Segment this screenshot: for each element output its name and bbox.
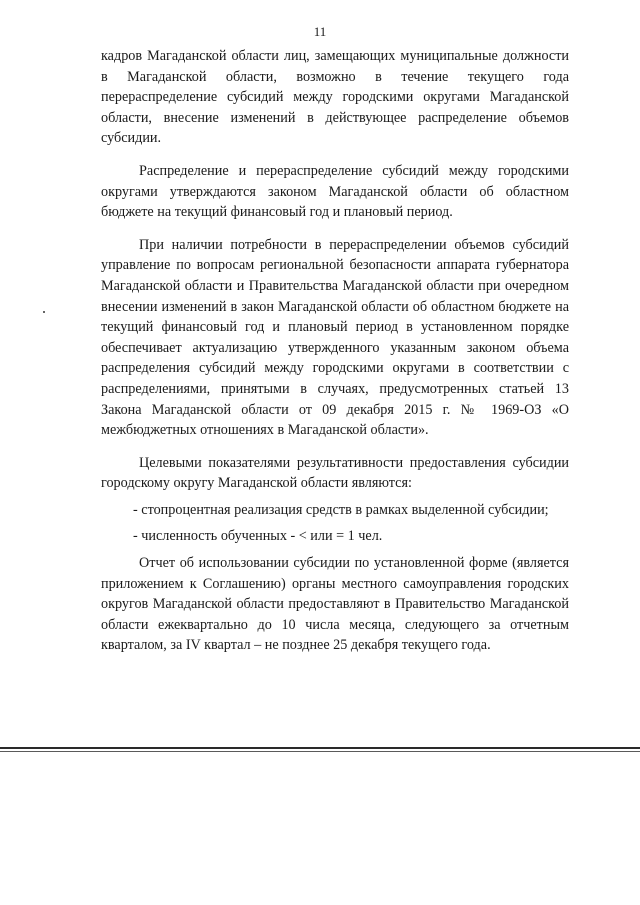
paragraph-target-indicators: Целевыми показателями результативности предоставления субсидии городскому округу Магаданской области являются: <box>101 454 569 492</box>
list-item: - стопроцентная реализация средств в рамках выделенной субсидии; <box>133 501 549 518</box>
paragraph-continuation: кадров Магаданской области лиц, замещающих муниципальные должности в Магаданской области, возможно в течение текущего года перераспределение субсидий между городскими округами Магаданской области, внесение изменений в действующее распределение объемов субсидии. <box>101 48 569 147</box>
footer-rule-thick <box>0 747 640 749</box>
page-number: 11 <box>313 24 327 39</box>
paragraph-report: Отчет об использовании субсидии по установленной форме (является приложением к Соглашению) органы местного самоуправления городских округов Магаданской области предоставляют в Правительство Магаданской области ежеквартально до 10 числа месяца, следующего за отчетным кварталом, за IV квартал – не позднее 25 декабря текущего года. <box>101 555 569 654</box>
paragraph-redistribution: При наличии потребности в перераспределении объемов субсидий управление по вопросам региональной безопасности аппарата губернатора Магаданской области и Правительства Магаданской области при очередном внесении изменений в закон Магаданской области об областном бюджете на текущий финансовый год и плановый период в установленном порядке обеспечивает актуализацию утвержденного указанным законом объема распределения субсидий между городскими округами в соответствии с распределениями, принятыми в случаях, предусмотренных статьей 13 Закона Магаданской области от 09 декабря 2015 г. № 1969-ОЗ «О межбюджетных отношениях в Магаданской области». <box>101 236 569 439</box>
footer-rule-thin <box>0 751 640 752</box>
body-text <box>101 46 569 656</box>
margin-mark <box>43 311 45 313</box>
paragraph-distribution: Распределение и перераспределение субсидий между городскими округами утверждаются законом Магаданской области об областном бюджете на текущий финансовый год и плановый период. <box>101 162 569 221</box>
list-item: - численность обученных - < или = 1 чел. <box>133 528 383 545</box>
